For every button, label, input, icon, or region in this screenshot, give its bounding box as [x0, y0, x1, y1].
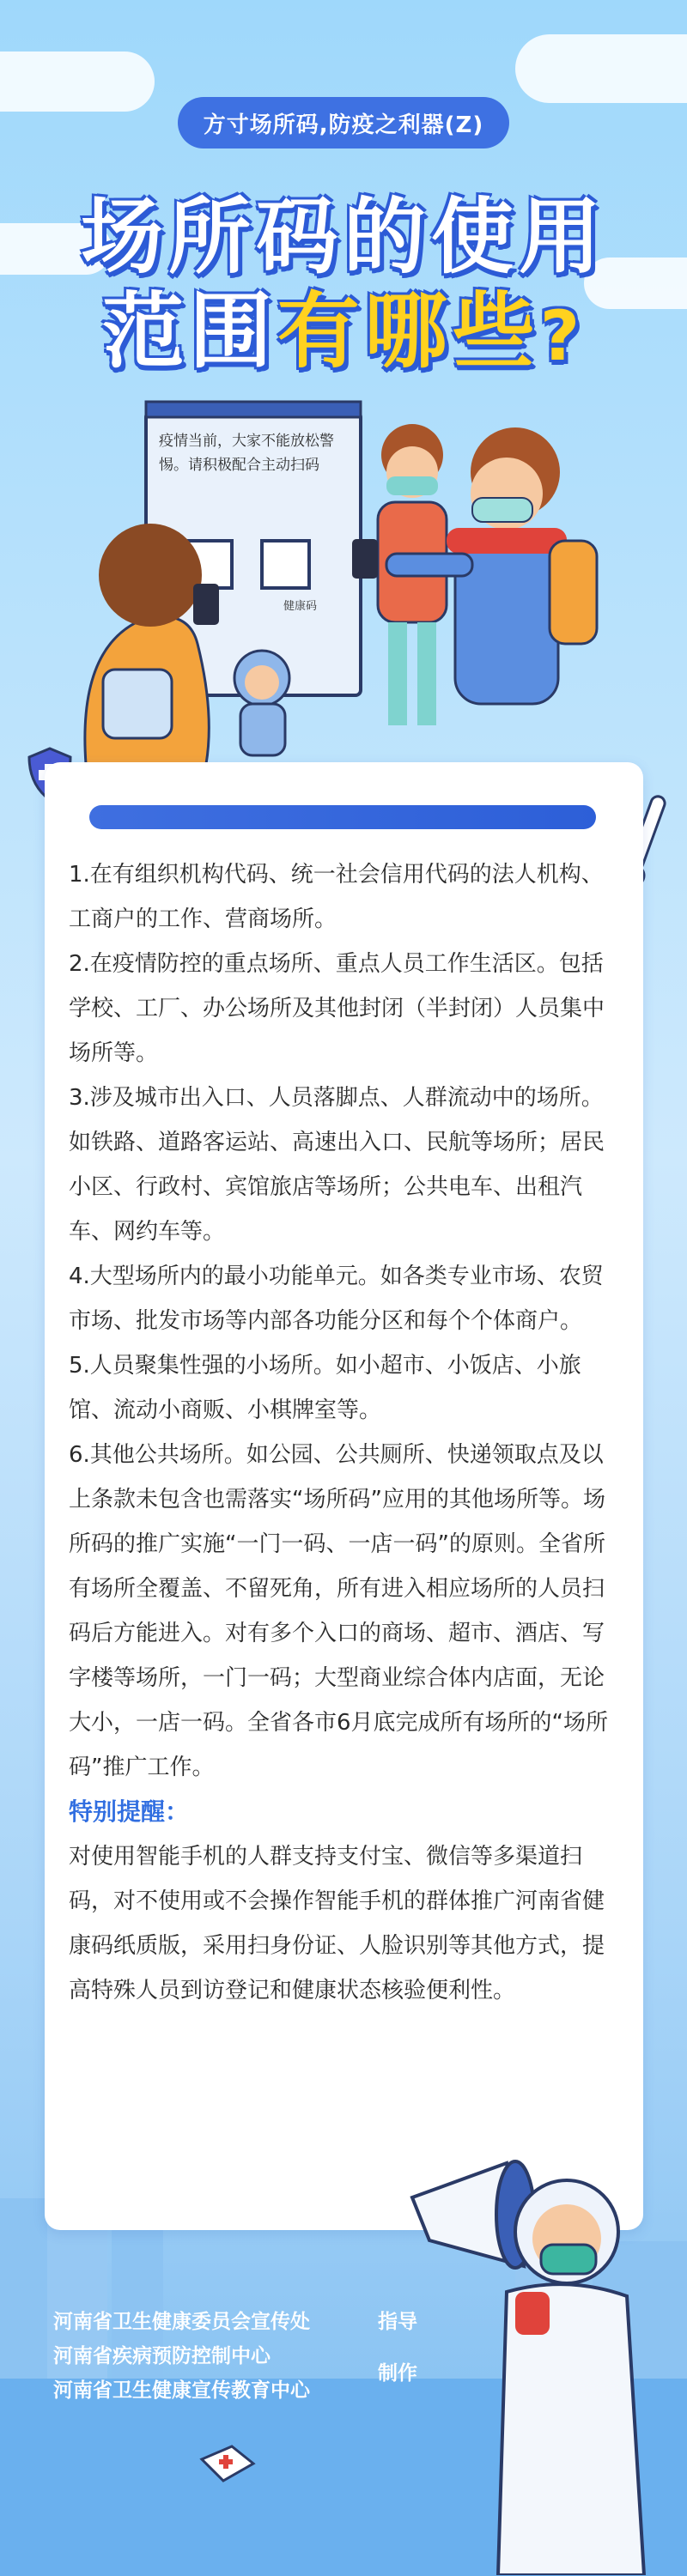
org-name: 河南省卫生健康委员会宣传处: [53, 2311, 310, 2333]
role-produce: 制作: [378, 2362, 417, 2385]
page-title-line1: 场所码的使用: [81, 189, 606, 285]
medicine-box-icon: [198, 2442, 258, 2494]
series-label: 方寸场所码,防疫之利器(Z): [178, 97, 509, 148]
reminder-title: 特别提醒：: [69, 1797, 190, 1826]
title-highlight: 有哪些: [277, 283, 540, 379]
cloud: [515, 34, 687, 103]
list-item: 3.涉及城市出入口、人员落脚点、人群流动中的场所。如铁路、道路客运站、高速出入口、民航等场所；居民小区、行政村、宾馆旅店等场所；公共电车、出租汽车、网约车等。: [69, 1085, 605, 1245]
list-item: 1.在有组织机构代码、统一社会信用代码的法人机构、工商户的工作、营商场所。: [69, 862, 604, 932]
scan-illustration: [69, 386, 618, 773]
page-title-line2: [0, 266, 687, 384]
doctor-megaphone-illustration: [404, 2146, 661, 2575]
role-guide: 指导: [378, 2311, 417, 2333]
content-list: [69, 852, 618, 2013]
list-item: 5.人员聚集性强的小场所。如小超市、小饭店、小旅馆、流动小商贩、小棋牌室等。: [69, 1353, 581, 1423]
poster-label: 健康码: [283, 600, 318, 613]
sign-text: 疫情当前，大家不能放松警惕。请积极配合主动扫码: [159, 433, 334, 474]
org-name: 河南省卫生健康宣传教育中心: [53, 2379, 310, 2402]
card-header-bar: [89, 805, 596, 829]
list-item: 2.在疫情防控的重点场所、重点人员工作生活区。包括学校、工厂、办公场所及其他封闭（半封闭）人员集中场所等。: [69, 951, 605, 1066]
list-item: 4.大型场所内的最小功能单元。如各类专业市场、农贸市场、批发市场等内部各功能分区和每个个体商户。: [69, 1264, 604, 1334]
title-prefix: 范围: [101, 283, 277, 379]
list-item: 6.其他公共场所。如公园、公共厕所、快递领取点及以上条款未包含也需落实“场所码”应用的其他场所等。场所码的推广实施“一门一码、一店一码”的原则。全省所有场所全覆盖、不留死角，所有进入相应场所的人员扫码后方能进入。对有多个入口的商场、超市、酒店、写字楼等场所，一门一码；大型商业综合体内店面，无论大小，一店一码。全省各市6月底完成所有场所的“场所码”推广工作。: [69, 1442, 609, 1780]
footer-orgs: [53, 2305, 310, 2408]
reminder-body: 对使用智能手机的人群支持支付宝、微信等多渠道扫码，对不使用或不会操作智能手机的群体推广河南省健康码纸质版，采用扫身份证、人脸识别等其他方式，提高特殊人员到访登记和健康状态核验便利性。: [69, 1844, 605, 2003]
org-name: 河南省疾病预防控制中心: [53, 2345, 271, 2367]
cloud: [0, 52, 155, 112]
title-suffix: ?: [539, 296, 586, 376]
content-card: [45, 762, 643, 2230]
